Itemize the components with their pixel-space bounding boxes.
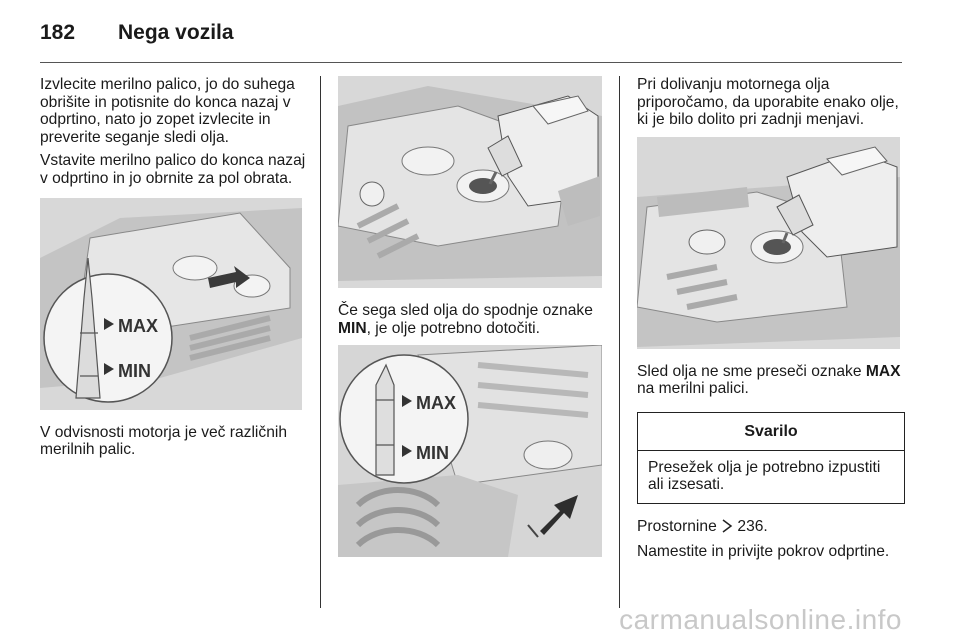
column-1 xyxy=(40,76,308,465)
oil-fill-illustration xyxy=(338,76,602,288)
fig3-max-label: MAX xyxy=(416,393,456,414)
page-header xyxy=(40,18,234,48)
paragraph-max-level xyxy=(637,363,905,398)
column-divider-2 xyxy=(619,76,620,608)
max-text-before: Sled olja ne sme preseči oznake xyxy=(637,362,866,380)
section-title: Nega vozila xyxy=(118,21,234,44)
figure-dipstick-location xyxy=(338,345,602,557)
oil-refill-illustration xyxy=(637,137,900,349)
paragraph-same-oil: Pri dolivanju motornega olja priporočamo, da uporabite enako olje, ki je bilo dolito pri zadnji menjavi. xyxy=(637,76,899,129)
max-text-after: na merilni palici. xyxy=(637,380,749,398)
capacities-prefix: Prostornine xyxy=(637,517,722,535)
warning-title: Svarilo xyxy=(638,413,904,451)
paragraph-capacities xyxy=(637,518,905,538)
figure-oil-fill xyxy=(338,76,602,288)
dipstick-location-illustration xyxy=(338,345,602,557)
paragraph-dipstick-variants: V odvisnosti motorja je več različnih merilnih palic. xyxy=(40,423,288,459)
fig1-max-label: MAX xyxy=(118,315,158,336)
fig3-min-label: MIN xyxy=(416,443,449,464)
dipstick-engine-illustration xyxy=(40,198,302,410)
warning-body: Presežek olja je potrebno izpustiti ali izsesati. xyxy=(648,458,881,494)
watermark: carmanualsonline.info xyxy=(619,604,902,635)
min-text-after: , je olje potrebno dotočiti. xyxy=(366,319,540,337)
column-divider-1 xyxy=(320,76,321,608)
min-keyword: MIN xyxy=(338,319,367,337)
warning-box xyxy=(637,412,905,504)
reference-arrow-icon[interactable] xyxy=(721,519,733,538)
figure-dipstick-engine xyxy=(40,198,302,410)
paragraph-install-cap: Namestite in privijte pokrov odprtine. xyxy=(637,543,890,561)
max-keyword: MAX xyxy=(865,362,901,380)
column-2 xyxy=(338,76,606,557)
paragraph-dipstick-wipe: Izvlecite merilno palico, jo do suhega obrišite in potisnite do konca nazaj v odprtino, nato jo zopet izvlecite in preverite seganje sledi olja. xyxy=(40,76,295,146)
paragraph-min-level xyxy=(338,302,606,337)
fig1-min-label: MIN xyxy=(118,360,151,381)
column-3 xyxy=(637,76,905,567)
figure-oil-refill xyxy=(637,137,900,349)
header-divider xyxy=(40,62,902,63)
capacities-page-ref[interactable]: 236. xyxy=(733,517,768,535)
min-text-before: Če sega sled olja do spodnje oznake xyxy=(338,302,593,319)
page-number: 182 xyxy=(40,21,76,44)
paragraph-dipstick-insert: Vstavite merilno palico do konca nazaj v odprtino in jo obrnite za pol obrata. xyxy=(40,152,306,187)
